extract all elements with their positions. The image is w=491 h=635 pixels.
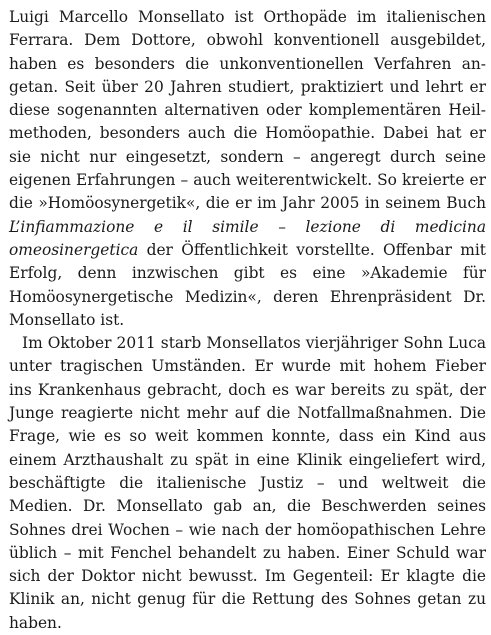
paragraph-2-text: Im Oktober 2011 starb Monsellatos vierjähriger Sohn Luca unter tragischen Umständen. Er wurde mit hohem Fieber ins Krankenhaus gebracht, doch es war bereits zu spät, der Junge reagierte nicht mehr auf die Notfallmaßnahmen. Die Frage, wie es so weit kommen konnte, dass ein Kind aus einem Arzthaushalt zu spät in eine Klinik eingeliefert wird, beschäftigte die italienische Justiz – und weltweit die Medien. Dr. Monsellato gab an, die Beschwerden seines Sohnes drei Wochen – wie nach der homöopathischen Lehre üblich – mit Fenchel behandelt zu haben. Einer Schuld war sich der Doktor nicht bewusst. Im Gegenteil: Er klagte die Klinik an, nicht genug für die Rettung des Sohnes getan zu haben. — [9, 334, 486, 632]
paragraph-2 — [9, 332, 486, 635]
paragraph-1-text-outro: der Öffentlichkeit vorstellte. Offenbar mit Erfolg, denn inzwischen gibt es eine »Akademie für Homöosynergetische Medizin«, deren Ehrenpräsident Dr. Monsellato ist. — [9, 240, 486, 329]
paragraph-1-text-intro: Luigi Marcello Monsellato ist Orthopäde im italienischen Ferrara. Dem Dottore, obwohl konventionell ausgebildet, haben es besonders die unkonventionellen Verfahren angetan. Seit über 20 Jahren studiert, praktiziert und lehrt er diese sogenannten alternativen oder komplementären Heilmethoden, besonders auch die Homöopathie. Dabei hat er sie nicht nur eingesetzt, sondern – angeregt durch seine eigenen Erfahrungen – auch weiterentwickelt. So kreierte er die »Homöosynergetik«, die er im Jahr 2005 in seinem Buch — [9, 8, 486, 213]
book-title: L’infiammazione e il simile – lezione di medicina omeosinergetica — [9, 217, 486, 259]
paragraph-1 — [9, 6, 486, 332]
